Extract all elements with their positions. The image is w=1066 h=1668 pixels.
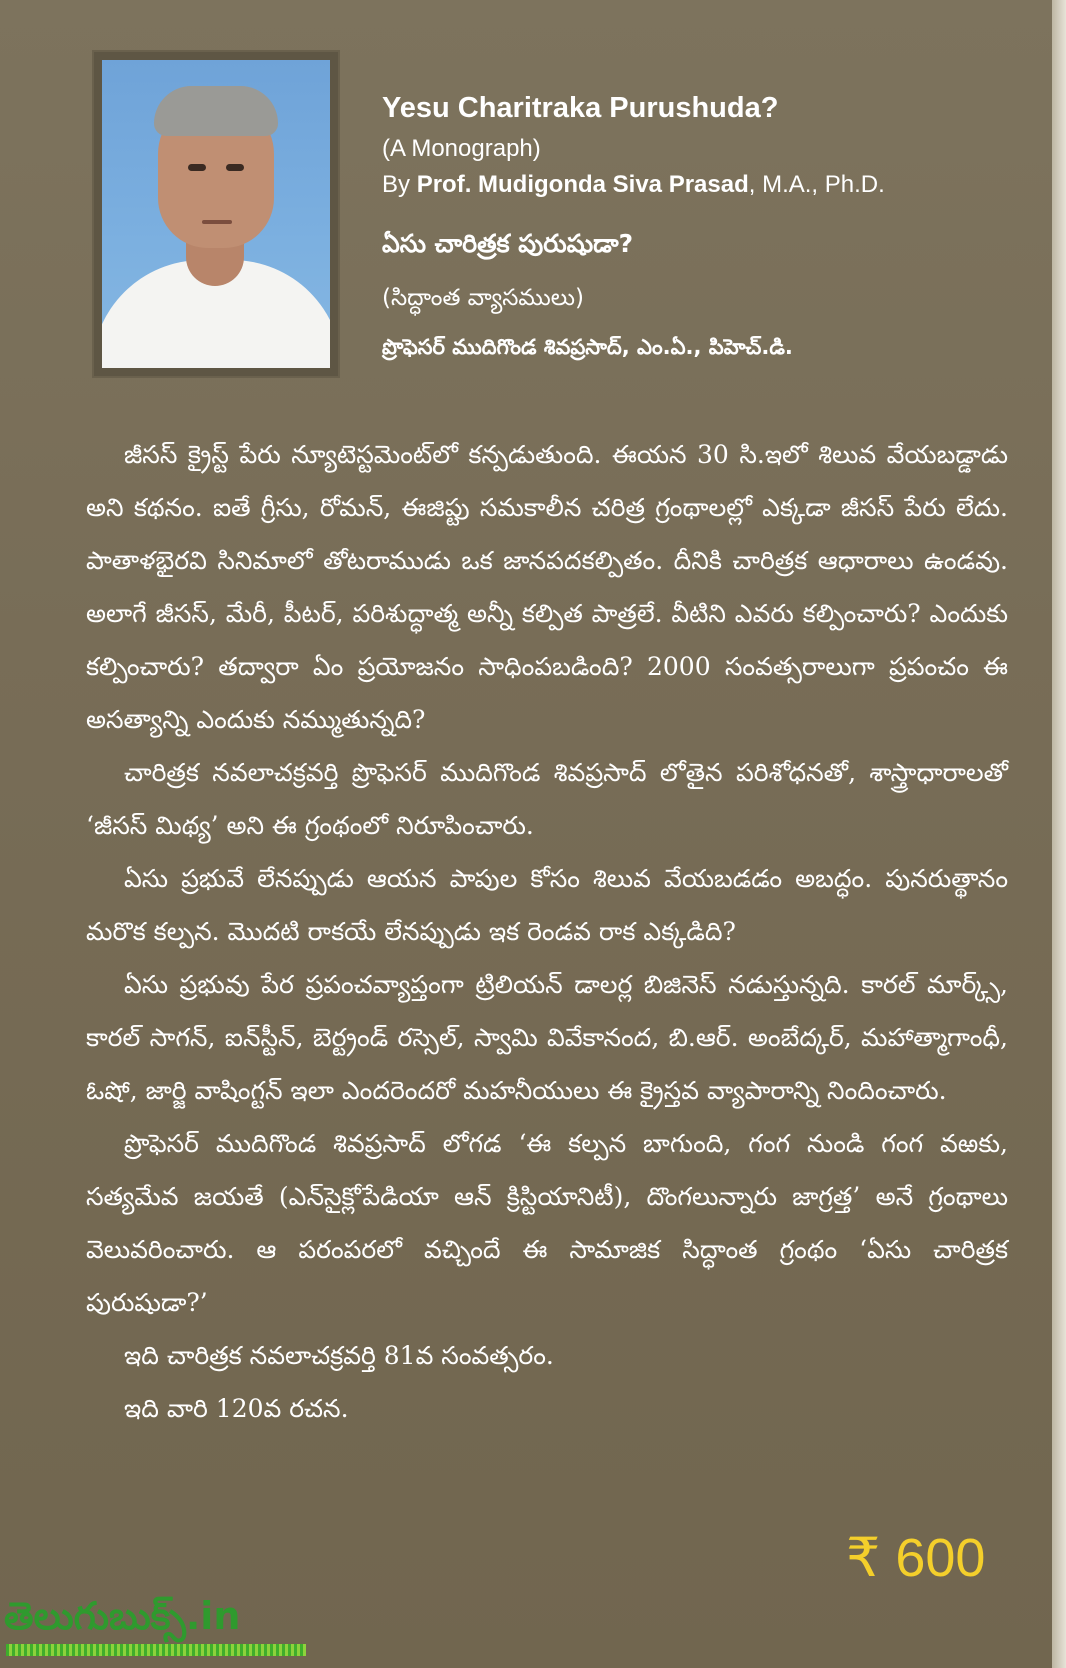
watermark-logo: తెలుగుబుక్స్.in [4, 1594, 241, 1638]
telugu-subtitle: (సిద్ధాంత వ్యాసములు) [382, 285, 584, 311]
blurb-paragraph: ఇది చారిత్రక నవలాచక్రవర్తి 81వ సంవత్సరం. [124, 1341, 554, 1370]
title-block [382, 92, 1022, 365]
blurb-text [86, 428, 1008, 1435]
english-author-degrees: , M.A., Ph.D. [748, 171, 885, 198]
blurb-paragraph: ఏసు ప్రభువే లేనప్పుడు ఆయన పాపుల కోసం శిలువ వేయబడడం అబద్ధం. పునరుత్థానం మరొక కల్పన. మొదటి రాకయే లేనప్పుడు ఇక రెండవ రాక ఎక్కడిది? [86, 864, 1008, 946]
by-prefix: By [382, 171, 417, 198]
english-author-name: Prof. Mudigonda Siva Prasad [416, 171, 749, 198]
blurb-paragraph: చారిత్రక నవలాచక్రవర్తి ప్రొఫెసర్ ముదిగొండ శివప్రసాద్ లోతైన పరిశోధనతో, శాస్త్రాధారాలతో ‘జీసస్ మిథ్య’ అని ఈ గ్రంథంలో నిరూపించారు. [86, 758, 1008, 840]
english-author-line [382, 171, 1022, 199]
price-label: ₹ 600 [846, 1528, 986, 1588]
telugu-title: ఏసు చారిత్రక పురుషుడా? [382, 229, 634, 258]
page-edge [1052, 0, 1066, 1668]
blurb-paragraph: జీసస్ క్రైస్ట్ పేరు న్యూటెస్టమెంట్‌లో కన్పడుతుంది. ఈయన 30 సి.ఇలో శిలువ వేయబడ్డాడు అని కథనం. ఐతే గ్రీసు, రోమన్, ఈజిప్టు సమకాలీన చరిత్ర గ్రంథాలల్లో ఎక్కడా జీసస్ పేరు లేదు. పాతాళభైరవి సినిమాలో తోటరాముడు ఒక జానపదకల్పితం. దీనికి చారిత్రక ఆధారాలు ఉండవు. అలాగే జీసస్, మేరీ, పీటర్, పరిశుద్ధాత్మ అన్నీ కల్పిత పాత్రలే. వీటిని ఎవరు కల్పించారు? ఎందుకు కల్పించారు? తద్వారా ఏం ప్రయోజనం సాధింపబడింది? 2000 సంవత్సరాలుగా ప్రపంచం ఈ అసత్యాన్ని ఎందుకు నమ్ముతున్నది? [86, 440, 1008, 734]
telugu-author-line: ప్రొఫెసర్ ముదిగొండ శివప్రసాద్, ఎం.ఏ., పిహెచ్.డి. [382, 335, 793, 359]
blurb-paragraph: ఇది వారి 120వ రచన. [124, 1394, 349, 1423]
author-photo-frame [92, 50, 340, 378]
author-photo [102, 60, 330, 368]
blurb-paragraph: ఏసు ప్రభువు పేర ప్రపంచవ్యాప్తంగా ట్రిలియన్ డాలర్ల బిజినెస్ నడుస్తున్నది. కారల్ మార్క్స్, కారల్ సాగన్, ఐన్‌స్టీన్, బెర్ట్రండ్ రస్సెల్, స్వామి వివేకానంద, బి.ఆర్. అంబేద్కర్, మహాత్మాగాంధీ, ఓషో, జార్జి వాషింగ్టన్ ఇలా ఎందరెందరో మహనీయులు ఈ క్రైస్తవ వ్యాపారాన్ని నిందించారు. [86, 970, 1008, 1105]
english-title: Yesu Charitraka Purushuda? [382, 92, 779, 124]
logo-grass-decoration [6, 1644, 306, 1656]
blurb-paragraph: ప్రొఫెసర్ ముదిగొండ శివప్రసాద్ లోగడ ‘ఈ కల్పన బాగుంది, గంగ నుండి గంగ వఱకు, సత్యమేవ జయతే (ఎన్‌సైక్లోపేడియా ఆన్ క్రిస్టియానిటీ), దొంగలున్నారు జాగ్రత్త’ అనే గ్రంథాలు వెలువరించారు. ఆ పరంపరలో వచ్చిందే ఈ సామాజిక సిద్ధాంత గ్రంథం ‘ఏసు చారిత్రక పురుషుడా?’ [86, 1129, 1008, 1317]
english-subtitle: (A Monograph) [382, 135, 541, 162]
